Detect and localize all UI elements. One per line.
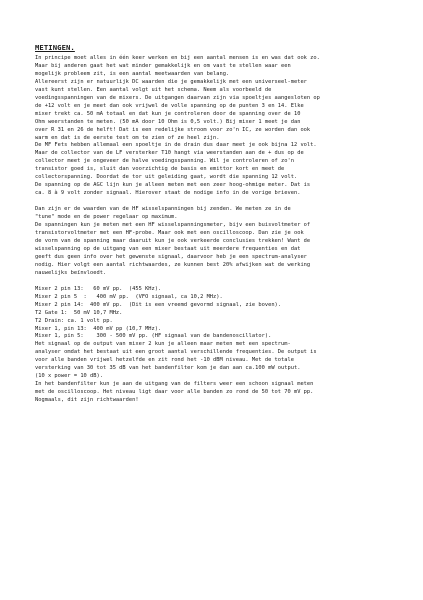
paragraph-dc-measurements	[35, 55, 393, 198]
paragraph-hf-voltages	[35, 206, 393, 278]
text-line: nodig. Hier volgt een aantal richtwaardes, ze kunnen best 20% afwijken wat de werking	[35, 261, 311, 268]
text-line: T2 Gate 1: 50 mV 10,7 MHz.	[35, 309, 123, 316]
paragraph-gap	[35, 278, 393, 286]
paragraph-gap	[35, 198, 393, 206]
text-line: Mixer 2 pin 14: 400 mV pp. (Dit is een vreemd gevormd signaal, zie boven).	[35, 301, 282, 308]
text-line: (10 x power = 10 dB).	[35, 373, 103, 380]
text-line: De MF Fets hebben allemaal een spoeltje in de drain dus daar meet je ook bijna 12 volt.	[35, 142, 317, 149]
text-line: collector meet je ongeveer de halve voedingsspanning. Wil je controleren of zo'n	[35, 158, 294, 165]
text-line: nauwelijks beïnvloedt.	[35, 269, 107, 276]
text-line: voor alle banden vrijwel hetzelfde en zit rond het -10 dBM niveau. Met de totale	[35, 357, 294, 364]
text-line: Allereerst zijn er natuurlijk DC waarden die je gemakkelijk met een universeel-meter	[35, 78, 307, 85]
text-line: over R 31 en 26 de helft! Dat is een redelijke stroom voor zo'n IC, ze worden dan ook	[35, 126, 311, 133]
text-line: Maar bij anderen gaat het wat minder gemakkelijk en om vast te stellen waar een	[35, 62, 291, 69]
text-line: geeft dus geen info over het gewenste signaal, daarvoor heb je een spectrum-analyser	[35, 253, 307, 260]
text-line: analyser omdat het bestaat uit een groot aantal verschillende frequenties. De output is	[35, 349, 317, 356]
text-line: De spanningen kun je meten met een HF wisselspanningsmeter, bijv een buisvoltmeter of	[35, 222, 311, 229]
text-line: Het signaal op de output van mixer 2 kun je alleen maar meten met een spectrum-	[35, 341, 291, 348]
text-line: vast kunt stellen. Een aantal volgt uit het schema. Neem als voorbeeld de	[35, 86, 272, 93]
text-line: transistorvoltmeter met een HF-probe. Maar ook met een oscilloscoop. Dan zie je ook	[35, 230, 304, 237]
text-line: ca. 8 à 9 volt zonder signaal. Hierover staat de nodige info in de vorige brieven.	[35, 190, 301, 197]
text-line: Mixer 2 pin 13: 60 mV pp. (455 KHz).	[35, 285, 162, 292]
text-line: In principe moet alles in één keer werken en bij een aantal mensen is en was dat ook zo.	[35, 55, 320, 61]
text-line: Maar de collector van de LF versterker T10 hangt via weerstanden aan de + dus op de	[35, 150, 304, 157]
text-line: transistor goed is, sluit dan voorzichtig de basis en emittor kort en meet de	[35, 166, 285, 173]
text-line: wisselspanning op de uitgang van een mixer bestaat uit meerdere frequenties en dat	[35, 245, 301, 252]
text-line: Mixer 1, pin 13: 400 mV pp (10,7 MHz).	[35, 325, 162, 332]
text-line: warm en dat is de eerste test om te zien of ze heel zijn.	[35, 134, 220, 141]
text-line: Ohm weerstanden te meten. (50 mA door 10 Ohm is 0,5 volt.) Bij mixer 1 meet je dan	[35, 118, 301, 125]
text-line: In het bandenfilter kun je aan de uitgang van de filters weer een schoon signaal meten	[35, 381, 314, 388]
text-line: T2 Drain: ca. 1 volt pp.	[35, 317, 113, 324]
text-line: De spanning op de AGC lijn kun je alleen meten met een zeer hoog-ohmige meter. Dat is	[35, 182, 311, 189]
text-line: de vorm van de spanning maar daaruit kun je ook verkeerde conclusies trekken! Want de	[35, 237, 311, 244]
page-title: METINGEN.	[35, 43, 75, 52]
text-line: "tune" mode en de power regelaar op maximum.	[35, 214, 178, 221]
paragraph-reference-values	[35, 286, 393, 405]
text-line: Mixer 2 pin 5 : 400 mV pp. (VFO signaal, ca 10,2 MHz).	[35, 293, 223, 300]
text-line: mixer trekt ca. 50 mA totaal en dat kun je controleren door de spanning over de 10	[35, 110, 301, 117]
text-line: Nogmaals, dit zijn richtwaarden!	[35, 397, 139, 404]
text-line: mogelijk probleem zit, is een aantal meetwaarden van belang.	[35, 70, 230, 77]
text-line: Mixer 1, pin 5: 300 - 500 mV pp. (HF signaal van de bandenoscillator).	[35, 333, 272, 340]
text-line: versterking van 30 tot 35 dB van het bandenfilter kom je dan aan ca.100 mW output.	[35, 365, 301, 372]
text-line: met de oscilloscoop. Het niveau ligt daar voor alle banden zo rond de 50 tot 70 mV pp.	[35, 389, 314, 396]
text-line: voedingsspanningen van de mixers. De uitgangen daarvan zijn via spoeltjes aangesloten op	[35, 94, 320, 101]
text-line: de +12 volt en je meet dan ook vrijwel de volle spanning op de punten 3 en 14. Elke	[35, 102, 304, 109]
text-line: Dan zijn er de waarden van de HF wisselspanningen bij zenden. We meten ze in de	[35, 206, 291, 213]
text-line: collectorspanning. Doordat de tor uit geleiding gaat, wordt die spanning 12 volt.	[35, 174, 298, 181]
